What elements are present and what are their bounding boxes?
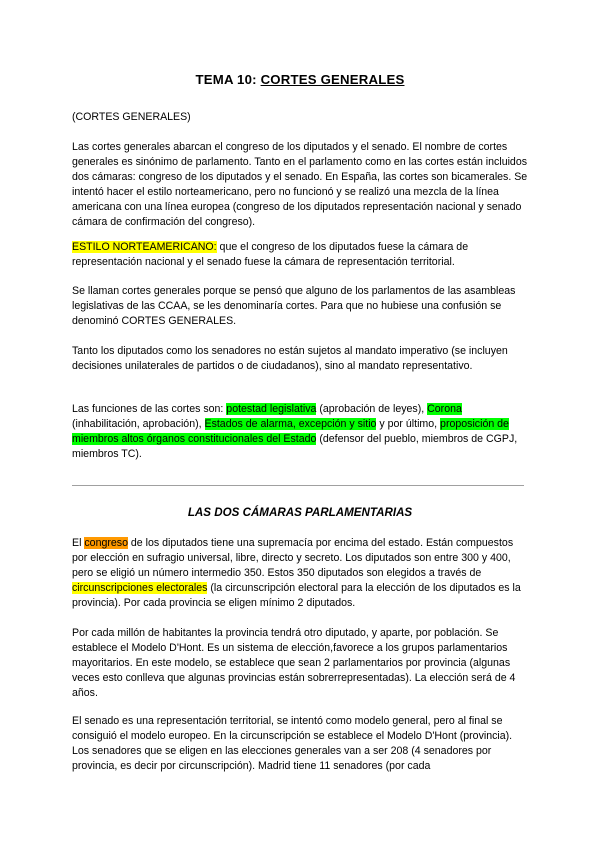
paragraph-estilo-text: que el congreso de los diputados fuese la cámara de representación nacional y el senado fuese la cámara de representación territorial. (72, 241, 469, 268)
highlight-corona: Corona (427, 403, 462, 415)
highlight-proposicion: proposición de miembros altos órganos constitucionales del Estado (72, 418, 509, 445)
funciones-text-a: Las funciones de las cortes son: (72, 403, 227, 415)
paragraph-estilo (72, 240, 528, 270)
highlight-potestad: potestad legislativa (226, 403, 317, 415)
congreso-text-a: El (72, 537, 85, 549)
title-prefix: TEMA 10: (195, 72, 261, 87)
paragraph-intro: Las cortes generales abarcan el congreso de los diputados y el senado. El nombre de cortes generales es sinónimo de parlamento. Tanto en el parlamento como en las cortes están incluidos dos cámaras: congreso de los diputados y el senado. En España, las cortes son bicamerales. Se intentó hacer el estilo norteamericano, pero no funcionó y se realizó una mezcla de la línea americana con una línea europea (congreso de los diputados representación nacional y senado cámara de confirmación del congreso). (72, 141, 528, 228)
paragraph-dhont: Por cada millón de habitantes la provincia tendrá otro diputado, y aparte, por población. Se establece el Modelo D'Hont. Es un sistema de elección,favorece a los grupos parlamentarios mayoritarios. En este modelo, se establece que sean 2 parlamentarios por provincia (algunas veces esto conlleva que algunas provincias están sobrerrepresentadas). La elección será de 4 años. (72, 627, 516, 699)
funciones-text-c: (inhabilitación, aprobación), (72, 418, 205, 430)
highlight-circunscripciones: circunscripciones electorales (72, 582, 208, 594)
congreso-text-c: (la circunscripción electoral para la elección de los diputados es la provincia). Por cada provincia se eligen mínimo 2 diputados. (72, 582, 521, 609)
highlight-congreso: congreso (84, 537, 128, 549)
title-main: CORTES GENERALES (260, 72, 405, 87)
highlight-estados: Estados de alarma, excepción y sitio (204, 418, 377, 430)
funciones-text-b: (aprobación de leyes), (316, 403, 428, 415)
paragraph-mandato: Tanto los diputados como los senadores no están sujetos al mandato imperativo (se incluyen decisiones unilaterales de partidos o de ciudadanos), sino al mandato representativo. (72, 345, 508, 372)
congreso-text-b: de los diputados tiene una supremacía por encima del estado. Están compuestos por elección en sufragio universal, libre, directo y secreto. Los diputados son entre 300 y 400, pero se eligió un número intermedio 350. Estos 350 diputados son elegidos a través de (72, 537, 514, 579)
section-title: LAS DOS CÁMARAS PARLAMENTARIAS (187, 506, 413, 519)
document-title (0, 72, 600, 87)
horizontal-divider (72, 485, 524, 486)
paragraph-congreso (72, 536, 528, 611)
highlight-estilo: ESTILO NORTEAMERICANO: (72, 241, 217, 253)
paragraph-subtitle: (CORTES GENERALES) (72, 111, 191, 123)
paragraph-nombre: Se llaman cortes generales porque se pensó que alguno de los parlamentos de las asambleas legislativas de las CCAA, se les denominaría cortes. Para que no hubiese una confusión se denominó CORTES GENERALES. (72, 285, 516, 327)
paragraph-funciones (72, 402, 528, 462)
funciones-text-e: (defensor del pueblo, miembros de CGPJ, miembros TC). (72, 433, 518, 460)
paragraph-senado: El senado es una representación territorial, se intentó como modelo general, pero al final se consiguió el modelo europeo. En la circunscripción se establece el Modelo D'Hont (provincia). Los senadores que se eligen en las elecciones generales van a ser 208 (4 senadores por provincia, es decir por circunscripción). Madrid tiene 11 senadores (por cada (72, 715, 513, 772)
funciones-text-d: y por último, (376, 418, 441, 430)
